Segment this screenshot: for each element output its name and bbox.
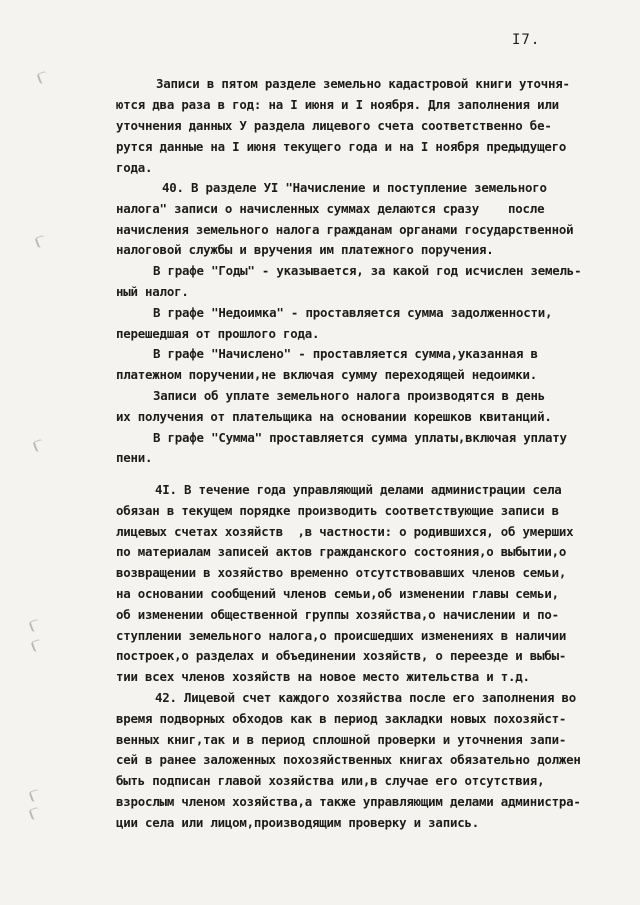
text-line: ный налог. — [116, 284, 189, 299]
text-line: ступлении земельного налога,о происшедших изменениях в наличии — [116, 628, 567, 643]
text-line: Записи об уплате земельного налога производятся в день — [153, 388, 546, 403]
text-line: платежном поручении,не включая сумму переходящей недоимки. — [116, 367, 538, 382]
text-line: 40. В разделе УI "Начисление и поступление земельного — [162, 180, 547, 195]
page-number: I7. — [512, 32, 541, 48]
margin-mark — [30, 639, 43, 653]
margin-mark — [32, 439, 45, 453]
text-line: начисления земельного налога гражданам органами государственной — [116, 222, 574, 237]
text-line: на основании сообщений членов семьи,об изменении главы семьи, — [116, 586, 559, 601]
text-line: их получения от плательщика на основании корешков квитанций. — [116, 409, 552, 424]
text-line: взрослым членом хозяйства,а также управляющим делами администра- — [116, 794, 581, 809]
text-line: обязан в текущем порядке производить соответствующие записи в — [116, 503, 559, 518]
margin-mark — [28, 807, 41, 821]
text-line: налоговой службы и вручения им платежного поручения. — [116, 242, 494, 257]
text-line: Записи в пятом разделе земельно кадастровой книги уточня- — [156, 76, 570, 91]
text-line: 4I. В течение года управляющий делами администрации села — [155, 482, 562, 497]
text-line: сей в ранее заложенных похозяйственных книгах обязательно должен — [116, 752, 581, 767]
margin-mark — [34, 235, 47, 249]
margin-mark — [28, 789, 41, 803]
text-line: об изменении общественной группы хозяйства,о начислении и по- — [116, 607, 559, 622]
text-line: ции села или лицом,производящим проверку и запись. — [116, 815, 479, 830]
text-line: рутся данные на I июня текущего года и на I ноября предыдущего — [116, 139, 567, 154]
text-line: 42. Лицевой счет каждого хозяйства после его заполнения во — [155, 690, 577, 705]
text-line: время подворных обходов как в период закладки новых похозяйст- — [116, 711, 567, 726]
text-line: ются два раза в год: на I июня и I ноября. Для заполнения или — [116, 97, 559, 112]
text-line: В графе "Годы" - указывается, за какой год исчислен земель- — [153, 263, 582, 278]
margin-mark — [28, 619, 41, 633]
text-line: венных книг,так и в период сплошной проверки и уточнения запи- — [116, 732, 567, 747]
text-line: налога" записи о начисленных суммах делаются сразу после — [116, 201, 545, 216]
text-line: перешедшая от прошлого года. — [116, 326, 320, 341]
text-line: возвращении в хозяйство временно отсутствовавших членов семьи, — [116, 565, 567, 580]
text-line: года. — [116, 160, 153, 175]
text-line: лицевых счетах хозяйств ,в частности: о родившихся, об умерших — [116, 524, 574, 539]
text-line: В графе "Сумма" проставляется сумма уплаты,включая уплату — [153, 430, 567, 445]
margin-mark — [36, 71, 49, 85]
text-line: построек,о разделах и объединении хозяйств, о переезде и выбы- — [116, 648, 567, 663]
text-line: по материалам записей актов гражданского состояния,о выбытии,о — [116, 544, 567, 559]
text-line: тии всех членов хозяйств на новое место жительства и т.д. — [116, 669, 530, 684]
text-line: В графе "Недоимка" - проставляется сумма задолженности, — [153, 305, 553, 320]
text-line: пени. — [116, 450, 153, 465]
text-line: быть подписан главой хозяйства или,в случае его отсутствия, — [116, 773, 545, 788]
text-line: уточнения данных У раздела лицевого счета соответственно бе- — [116, 118, 552, 133]
text-line: В графе "Начислено" - проставляется сумма,указанная в — [153, 346, 538, 361]
